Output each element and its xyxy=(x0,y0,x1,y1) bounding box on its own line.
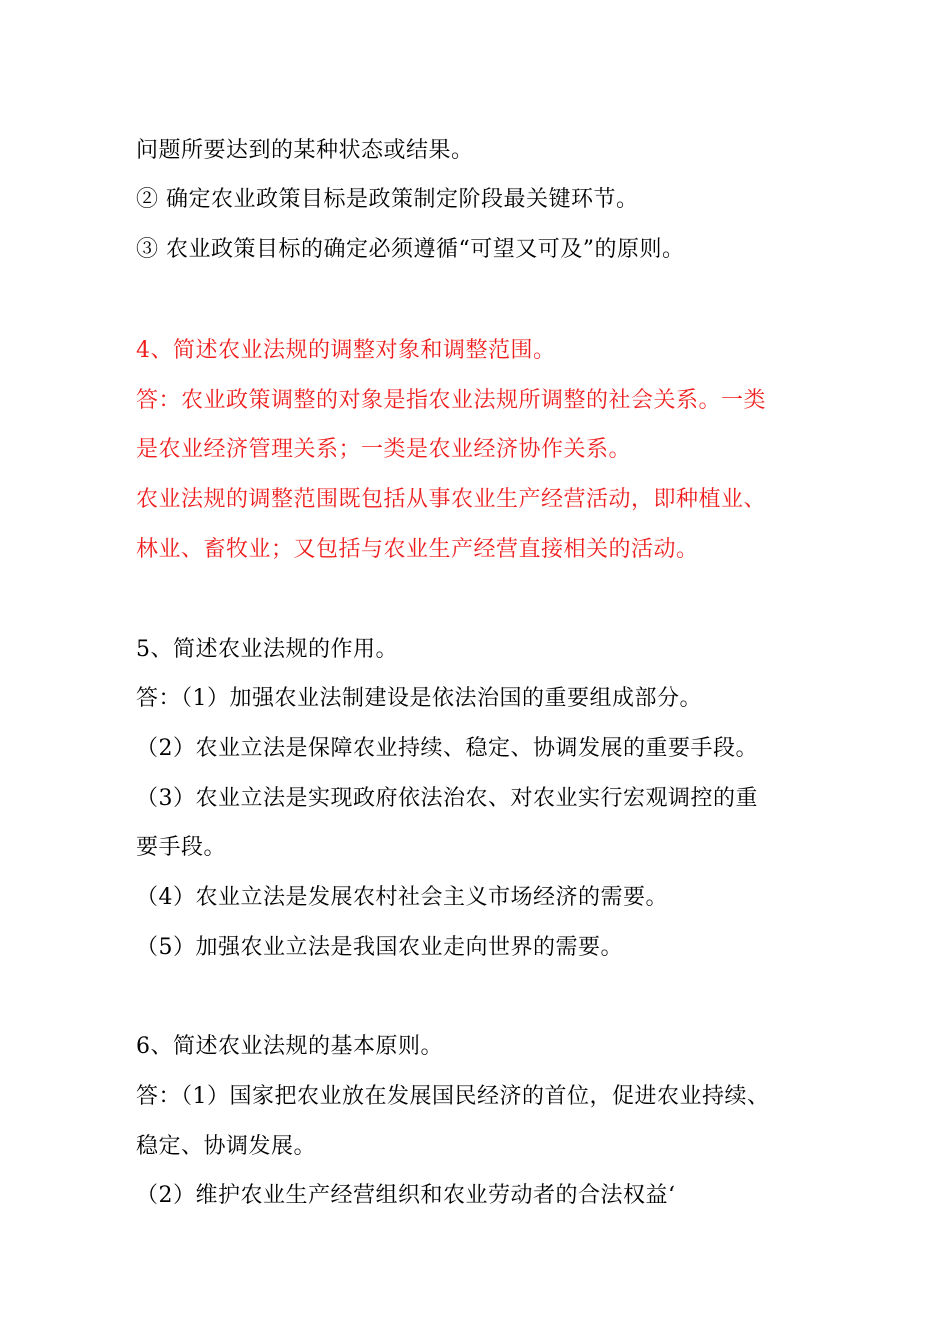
question5-answer-line: （2）农业立法是保障农业持续、稳定、协调发展的重要手段。 xyxy=(136,736,758,761)
question6-answer-line: 答：（1）国家把农业放在发展国民经济的首位，促进农业持续、 xyxy=(136,1084,770,1109)
question5-answer-line: 答：（1）加强农业法制建设是依法治国的重要组成部分。 xyxy=(136,686,702,711)
question5-answer-line: （3）农业立法是实现政府依法治农、对农业实行宏观调控的重 xyxy=(136,786,758,811)
question5-answer-line: （5）加强农业立法是我国农业走向世界的需要。 xyxy=(136,935,623,960)
question5-title: 5、简述农业法规的作用。 xyxy=(136,637,398,662)
question5-answer-line: 要手段。 xyxy=(136,835,227,860)
question4-answer-line: 农业法规的调整范围既包括从事农业生产经营活动，即种植业、 xyxy=(136,487,767,512)
question4-answer-line: 林业、畜牧业；又包括与农业生产经营直接相关的活动。 xyxy=(136,537,699,562)
question4-title: 4、简述农业法规的调整对象和调整范围。 xyxy=(136,338,556,363)
question6-answer-line: （2）维护农业生产经营组织和农业劳动者的合法权益‘ xyxy=(136,1183,676,1208)
question6-title: 6、简述农业法规的基本原则。 xyxy=(136,1034,443,1059)
question4-answer-line: 是农业经济管理关系；一类是农业经济协作关系。 xyxy=(136,437,632,462)
question4-answer-line: 答：农业政策调整的对象是指农业法规所调整的社会关系。一类 xyxy=(136,388,767,413)
question6-answer-line: 稳定、协调发展。 xyxy=(136,1134,317,1159)
question5-answer-line: （4）农业立法是发展农村社会主义市场经济的需要。 xyxy=(136,885,668,910)
section3-line-3: ③ 农业政策目标的确定必须遵循“可望又可及”的原则。 xyxy=(136,237,685,262)
section3-line-2: ② 确定农业政策目标是政策制定阶段最关键环节。 xyxy=(136,187,639,212)
section3-line-1: 问题所要达到的某种状态或结果。 xyxy=(136,138,474,163)
